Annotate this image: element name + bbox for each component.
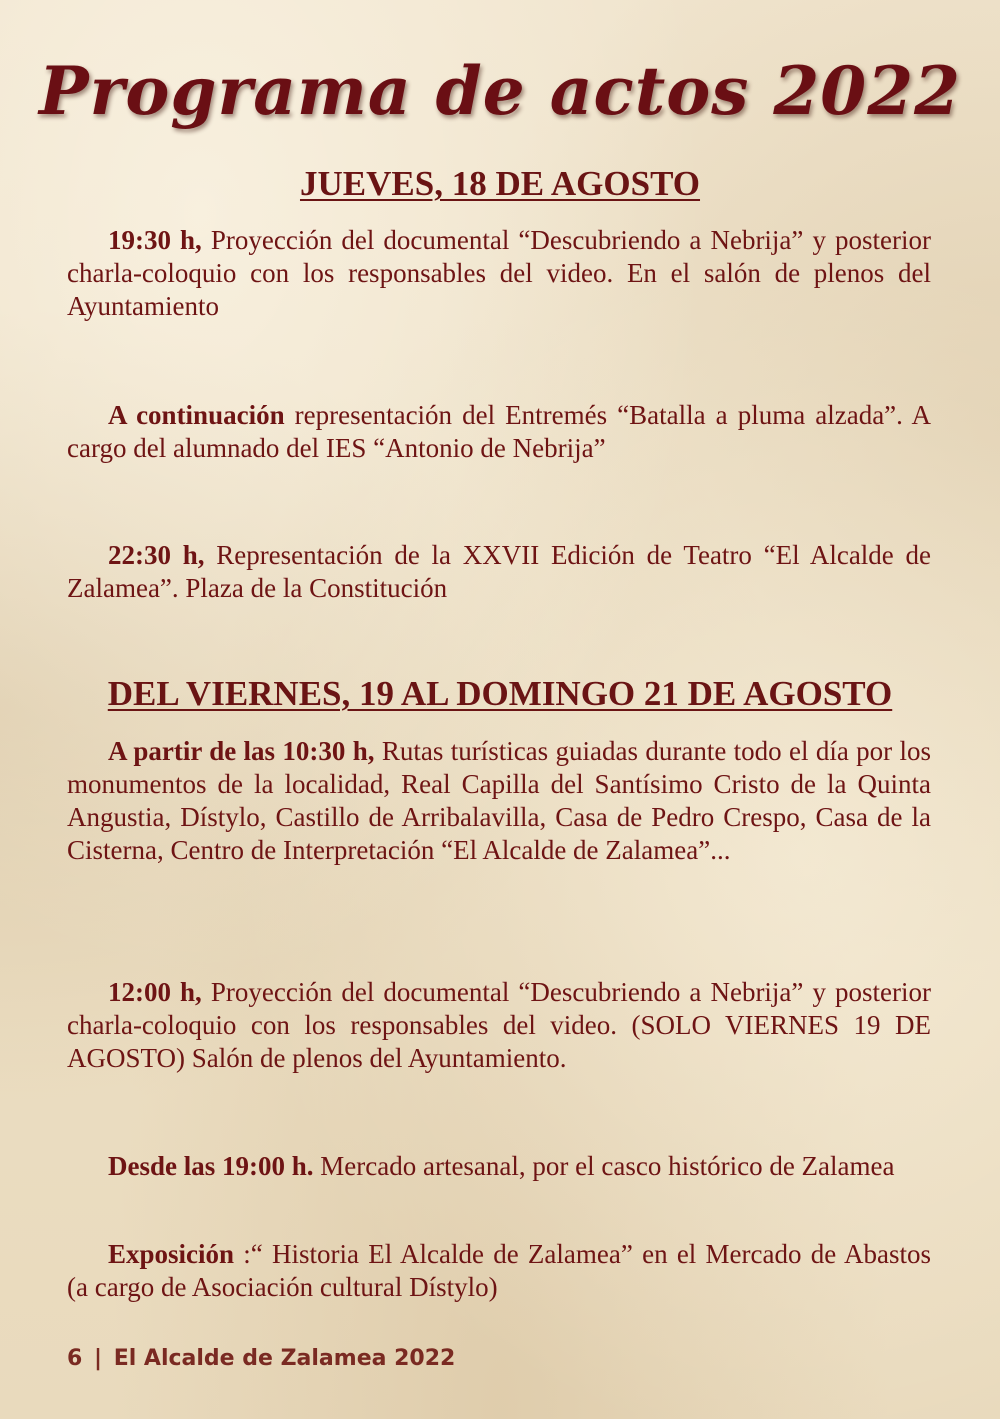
page-footer: [67, 1346, 455, 1371]
event-time: Exposición: [108, 1239, 235, 1269]
event-description: Proyección del documental “Descubriendo a Nebrija” y posterior charla-coloquio con los responsables del video. En el salón de plenos del Ayuntamiento: [67, 225, 931, 321]
event-time: 19:30 h,: [108, 225, 202, 255]
publication-name: El Alcalde de Zalamea 2022: [113, 1346, 456, 1371]
event-time: 22:30 h,: [108, 540, 205, 570]
footer-separator: |: [93, 1346, 103, 1371]
section-heading-weekend: DEL VIERNES, 19 AL DOMINGO 21 DE AGOSTO: [107, 674, 893, 713]
event-item: [67, 976, 931, 1075]
event-item: [67, 1150, 931, 1183]
event-time: Desde las 19:00 h.: [108, 1151, 314, 1181]
event-time: A continuación: [108, 400, 285, 430]
event-description: Representación de la XXVII Edición de Teatro “El Alcalde de Zalamea”. Plaza de la Constitución: [67, 540, 931, 603]
event-time: A partir de las 10:30 h,: [108, 736, 375, 766]
page-number: 6: [67, 1346, 83, 1371]
event-item: [67, 1238, 931, 1304]
event-item: [67, 539, 931, 605]
event-description: Mercado artesanal, por el casco histórico de Zalamea: [313, 1151, 895, 1181]
event-description: :“ Historia El Alcalde de Zalamea” en el Mercado de Abastos (a cargo de Asociación cultural Dístylo): [67, 1239, 931, 1302]
event-item: [67, 224, 931, 323]
event-description: representación del Entremés “Batalla a pluma alzada”. A cargo del alumnado del IES “Antonio de Nebrija”: [67, 400, 931, 463]
event-item: [67, 735, 931, 867]
event-description: Rutas turísticas guiadas durante todo el día por los monumentos de la localidad, Real Capilla del Santísimo Cristo de la Quinta Angustia, Dístylo, Castillo de Arribalavilla, Casa de Pedro Crespo, Casa de la Cisterna, Centro de Interpretación “El Alcalde de Zalamea”...: [67, 736, 932, 865]
event-item: [67, 399, 931, 465]
event-time: 12:00 h,: [108, 977, 202, 1007]
page-title: Programa de actos 2022: [38, 52, 962, 130]
section-heading-thursday: JUEVES, 18 DE AGOSTO: [299, 164, 701, 203]
event-description: Proyección del documental “Descubriendo a Nebrija” y posterior charla-coloquio con los responsables del video. (SOLO VIERNES 19 DE AGOSTO) Salón de plenos del Ayuntamiento.: [67, 977, 931, 1073]
